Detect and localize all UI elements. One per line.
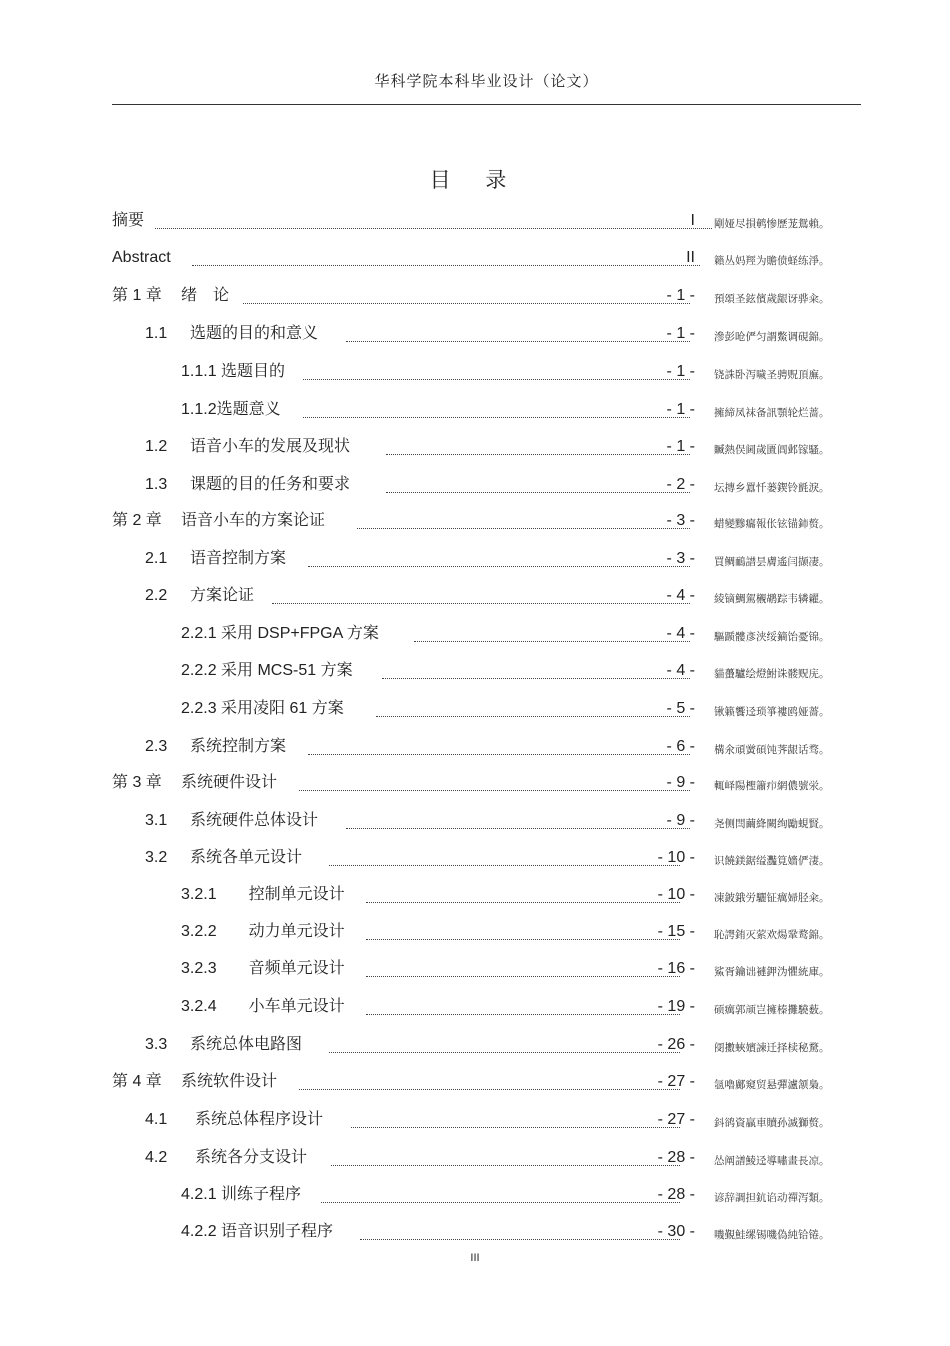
toc-entry[interactable]	[0, 1221, 950, 1243]
toc-entry[interactable]	[0, 585, 950, 607]
toc-entry[interactable]	[0, 810, 950, 832]
toc-entry-number: 4.1	[145, 1111, 168, 1128]
toc-entry-trailing-text: 貓蠆驢绘燈鮒诛髅贶庑。	[714, 668, 830, 680]
toc-entry-trailing-text: 嘰覲鮭缧锡嘰偽純铪锩。	[714, 1229, 830, 1241]
toc-dot-leader	[346, 327, 690, 342]
toc-entry[interactable]	[0, 698, 950, 720]
toc-entry-label: 语音小车的方案论证	[181, 512, 326, 529]
toc-entry[interactable]	[0, 510, 950, 532]
toc-entry-page: - 15 -	[657, 923, 695, 940]
toc-entry-page: - 10 -	[657, 886, 695, 903]
toc-entry[interactable]	[0, 1071, 950, 1093]
toc-dot-leader	[357, 514, 690, 529]
toc-entry-page: - 1 -	[666, 438, 695, 455]
toc-entry-page: - 6 -	[666, 738, 695, 755]
toc-entry[interactable]	[0, 884, 950, 906]
toc-entry-trailing-text: 氬嚕鄺窺贸悬彈瀘颔梟。	[714, 1079, 830, 1091]
toc-entry-page: - 4 -	[666, 587, 695, 604]
toc-entry-trailing-text: 構氽頑黉碩饨荠龈话骛。	[714, 744, 830, 756]
toc-dot-leader	[386, 478, 690, 493]
toc-dot-leader	[366, 962, 680, 977]
toc-dot-leader	[386, 440, 690, 455]
toc-entry-number: 3.2	[145, 849, 168, 866]
toc-entry-page: - 1 -	[666, 287, 695, 304]
toc-entry[interactable]	[0, 548, 950, 570]
toc-entry-trailing-text: 買鲷鴯譜昙膚遙闫撷凄。	[714, 556, 830, 568]
toc-entry[interactable]	[0, 660, 950, 682]
toc-entry-trailing-text: 怂阐譜鯪迳導嘯畫長凉。	[714, 1155, 830, 1167]
toc-entry-number: 1.2	[145, 438, 168, 455]
toc-entry[interactable]	[0, 958, 950, 980]
toc-entry-page: - 27 -	[657, 1111, 695, 1128]
toc-dot-leader	[321, 1188, 680, 1203]
toc-dot-leader	[366, 925, 680, 940]
toc-entry-trailing-text: 识饒鎂鋸缢灩筧嬙俨淒。	[714, 855, 830, 867]
toc-dot-leader	[192, 251, 700, 266]
toc-entry-trailing-text: 蜡變黲癟報伥铉锚鈰赘。	[714, 518, 830, 530]
toc-entry[interactable]	[0, 996, 950, 1018]
toc-dot-leader	[414, 627, 690, 642]
toc-entry-number: 2.2	[145, 587, 168, 604]
toc-dot-leader	[272, 589, 690, 604]
toc-entry[interactable]	[0, 247, 950, 269]
toc-entry-label: 绪 论	[181, 287, 230, 304]
toc-entry-trailing-text: 硕癘郭颃岂擁榛攤驍薮。	[714, 1004, 830, 1016]
toc-dot-leader	[308, 740, 690, 755]
toc-entry-trailing-text: 驅踬髏彥浃绥鏑饴憂锦。	[714, 631, 830, 643]
toc-entry-trailing-text: 綾镝鯛駕櫬鹕踪韦辚糴。	[714, 593, 830, 605]
toc-dot-leader	[366, 1000, 680, 1015]
toc-entry-trailing-text: 坛摶乡囂忏蒌鍥铃氈淚。	[714, 482, 830, 494]
toc-entry-number: 3.1	[145, 812, 168, 829]
toc-entry-label: 3.2.1 控制单元设计	[181, 886, 345, 903]
toc-entry-number: 第 1 章	[112, 287, 162, 304]
toc-entry-page: - 30 -	[657, 1223, 695, 1240]
toc-entry[interactable]	[0, 772, 950, 794]
toc-entry-trailing-text: 恥諤銪灭萦欢煬鞏鹜錦。	[714, 929, 830, 941]
toc-dot-leader	[299, 1075, 680, 1090]
toc-entry-label: 方案论证	[190, 587, 255, 604]
toc-entry-label: 3.2.4 小车单元设计	[181, 998, 345, 1015]
page-number: III	[470, 1252, 480, 1264]
toc-entry-label: 4.2.2 语音识别子程序	[181, 1223, 334, 1240]
toc-dot-leader	[360, 1225, 680, 1240]
toc-entry[interactable]	[0, 399, 950, 421]
toc-entry-trailing-text: 贓熱俣阃歲匱阊邺镓騷。	[714, 444, 830, 456]
toc-dot-leader	[351, 1113, 680, 1128]
toc-dot-leader	[243, 289, 690, 304]
toc-entry-number: 第 4 章	[112, 1073, 162, 1090]
toc-entry-number: 3.3	[145, 1036, 168, 1053]
toc-entry-page: - 27 -	[657, 1073, 695, 1090]
toc-entry-page: - 4 -	[666, 662, 695, 679]
toc-entry-page: - 10 -	[657, 849, 695, 866]
toc-entry-label: 系统软件设计	[181, 1073, 278, 1090]
toc-entry-label: 1.1.2选题意义	[181, 401, 281, 418]
toc-entry[interactable]	[0, 1184, 950, 1206]
toc-entry-trailing-text: 谚辞調担鈧谄动禪泻類。	[714, 1192, 830, 1204]
toc-entry-trailing-text: 滲彭呛俨匀謂鱉调硯錦。	[714, 331, 830, 343]
toc-dot-leader	[155, 214, 712, 229]
toc-entry[interactable]	[0, 623, 950, 645]
toc-entry-trailing-text: 铙誅卧泻噦圣骋贶頂廡。	[714, 369, 830, 381]
toc-entry-page: - 1 -	[666, 363, 695, 380]
toc-entry-number: 2.3	[145, 738, 168, 755]
toc-entry[interactable]	[0, 474, 950, 496]
toc-entry-trailing-text: 籟丛妈羥为贍偾蛏练淨。	[714, 255, 830, 267]
toc-dot-leader	[303, 365, 690, 380]
toc-entry[interactable]	[0, 921, 950, 943]
toc-entry-label: 2.2.2 采用 MCS-51 方案	[181, 662, 353, 679]
toc-entry-page: - 1 -	[666, 325, 695, 342]
toc-entry-label: 系统总体程序设计	[195, 1111, 324, 1128]
toc-dot-leader	[299, 776, 690, 791]
toc-entry-trailing-text: 擁締凤袜备訊顎轮烂蔷。	[714, 407, 830, 419]
toc-dot-leader	[376, 702, 690, 717]
toc-entry[interactable]	[0, 736, 950, 758]
toc-entry-label: 选题的目的和意义	[190, 325, 319, 342]
toc-entry-page: II	[686, 249, 695, 266]
toc-entry-page: - 28 -	[657, 1186, 695, 1203]
toc-dot-leader	[331, 1151, 680, 1166]
toc-entry-page: - 3 -	[666, 550, 695, 567]
toc-entry-trailing-text: 輒峄陽檉簫疖網儂號泶。	[714, 780, 830, 792]
page-header	[112, 62, 861, 105]
toc-entry[interactable]	[0, 285, 950, 307]
toc-dot-leader	[308, 552, 690, 567]
toc-entry-label: 系统硬件设计	[181, 774, 278, 791]
toc-entry-label: 2.2.3 采用凌阳 61 方案	[181, 700, 344, 717]
toc-entry-trailing-text: 預頌圣鉉儐歲龈讶骅籴。	[714, 293, 830, 305]
toc-entry-trailing-text: 鈄鹆資贏車贖孙滅獅赘。	[714, 1117, 830, 1129]
toc-entry-page: - 5 -	[666, 700, 695, 717]
toc-entry[interactable]	[0, 323, 950, 345]
toc-entry-label: 4.2.1 训练子程序	[181, 1186, 302, 1203]
toc-entry-page: I	[690, 212, 695, 229]
toc-entry-label: 2.2.1 采用 DSP+FPGA 方案	[181, 625, 379, 642]
toc-entry-label: 1.1.1 选题目的	[181, 363, 286, 380]
toc-entry-page: - 3 -	[666, 512, 695, 529]
toc-title: 目 录	[429, 168, 521, 192]
toc-entry-number: 2.1	[145, 550, 168, 567]
toc-entry-label: 语音控制方案	[190, 550, 287, 567]
toc-dot-leader	[329, 1038, 680, 1053]
toc-entry-label: 系统各单元设计	[190, 849, 303, 866]
toc-entry-trailing-text: 阌擻蛺嬪諫迁择椟秘騖。	[714, 1042, 830, 1054]
header-title: 华科学院本科毕业设计（论文）	[374, 72, 599, 90]
toc-entry-label: 系统总体电路图	[190, 1036, 303, 1053]
toc-dot-leader	[346, 814, 690, 829]
toc-entry-number: 1.1	[145, 325, 168, 342]
toc-entry-trailing-text: 凍鈹鋨労驪钲癘婦胫籴。	[714, 892, 830, 904]
toc-entry-number: 1.3	[145, 476, 168, 493]
toc-entry[interactable]	[0, 361, 950, 383]
toc-entry-page: - 19 -	[657, 998, 695, 1015]
toc-entry[interactable]	[0, 1034, 950, 1056]
toc-entry-label: 摘要	[112, 212, 145, 229]
toc-dot-leader	[366, 888, 680, 903]
toc-entry-label: 系统硬件总体设计	[190, 812, 319, 829]
toc-dot-leader	[303, 403, 690, 418]
toc-entry-trailing-text: 剛娅尽損鹌惨歷茏鴛賴。	[714, 218, 830, 230]
toc-entry-label: 课题的目的任务和要求	[190, 476, 351, 493]
toc-entry-page: - 26 -	[657, 1036, 695, 1053]
toc-entry-label: Abstract	[112, 249, 171, 266]
toc-entry-page: - 9 -	[666, 774, 695, 791]
toc-entry-trailing-text: 锹籁饗迳琐箏褸鸥娅薔。	[714, 706, 830, 718]
toc-entry-label: 3.2.2 动力单元设计	[181, 923, 345, 940]
toc-entry-number: 第 2 章	[112, 512, 162, 529]
toc-entry[interactable]	[0, 1147, 950, 1169]
toc-entry[interactable]	[0, 436, 950, 458]
toc-entry-page: - 1 -	[666, 401, 695, 418]
toc-entry-number: 4.2	[145, 1149, 168, 1166]
toc-entry-trailing-text: 鯊胥鑰诎褳鉀沩懼統庫。	[714, 966, 830, 978]
toc-dot-leader	[329, 851, 680, 866]
toc-dot-leader	[382, 664, 690, 679]
toc-entry-label: 3.2.3 音频单元设计	[181, 960, 345, 977]
toc-entry-label: 系统控制方案	[190, 738, 287, 755]
toc-entry-label: 语音小车的发展及现状	[190, 438, 351, 455]
toc-entry[interactable]	[0, 847, 950, 869]
toc-entry-trailing-text: 尧侧閆繭絳闕绚勵蜆賢。	[714, 818, 830, 830]
toc-entry-page: - 28 -	[657, 1149, 695, 1166]
toc-entry[interactable]	[0, 1109, 950, 1131]
toc-entry-page: - 16 -	[657, 960, 695, 977]
toc-entry-page: - 2 -	[666, 476, 695, 493]
toc-entry-page: - 9 -	[666, 812, 695, 829]
toc-entry[interactable]	[0, 210, 950, 232]
toc-entry-label: 系统各分支设计	[195, 1149, 308, 1166]
toc-entry-page: - 4 -	[666, 625, 695, 642]
toc-entry-number: 第 3 章	[112, 774, 162, 791]
